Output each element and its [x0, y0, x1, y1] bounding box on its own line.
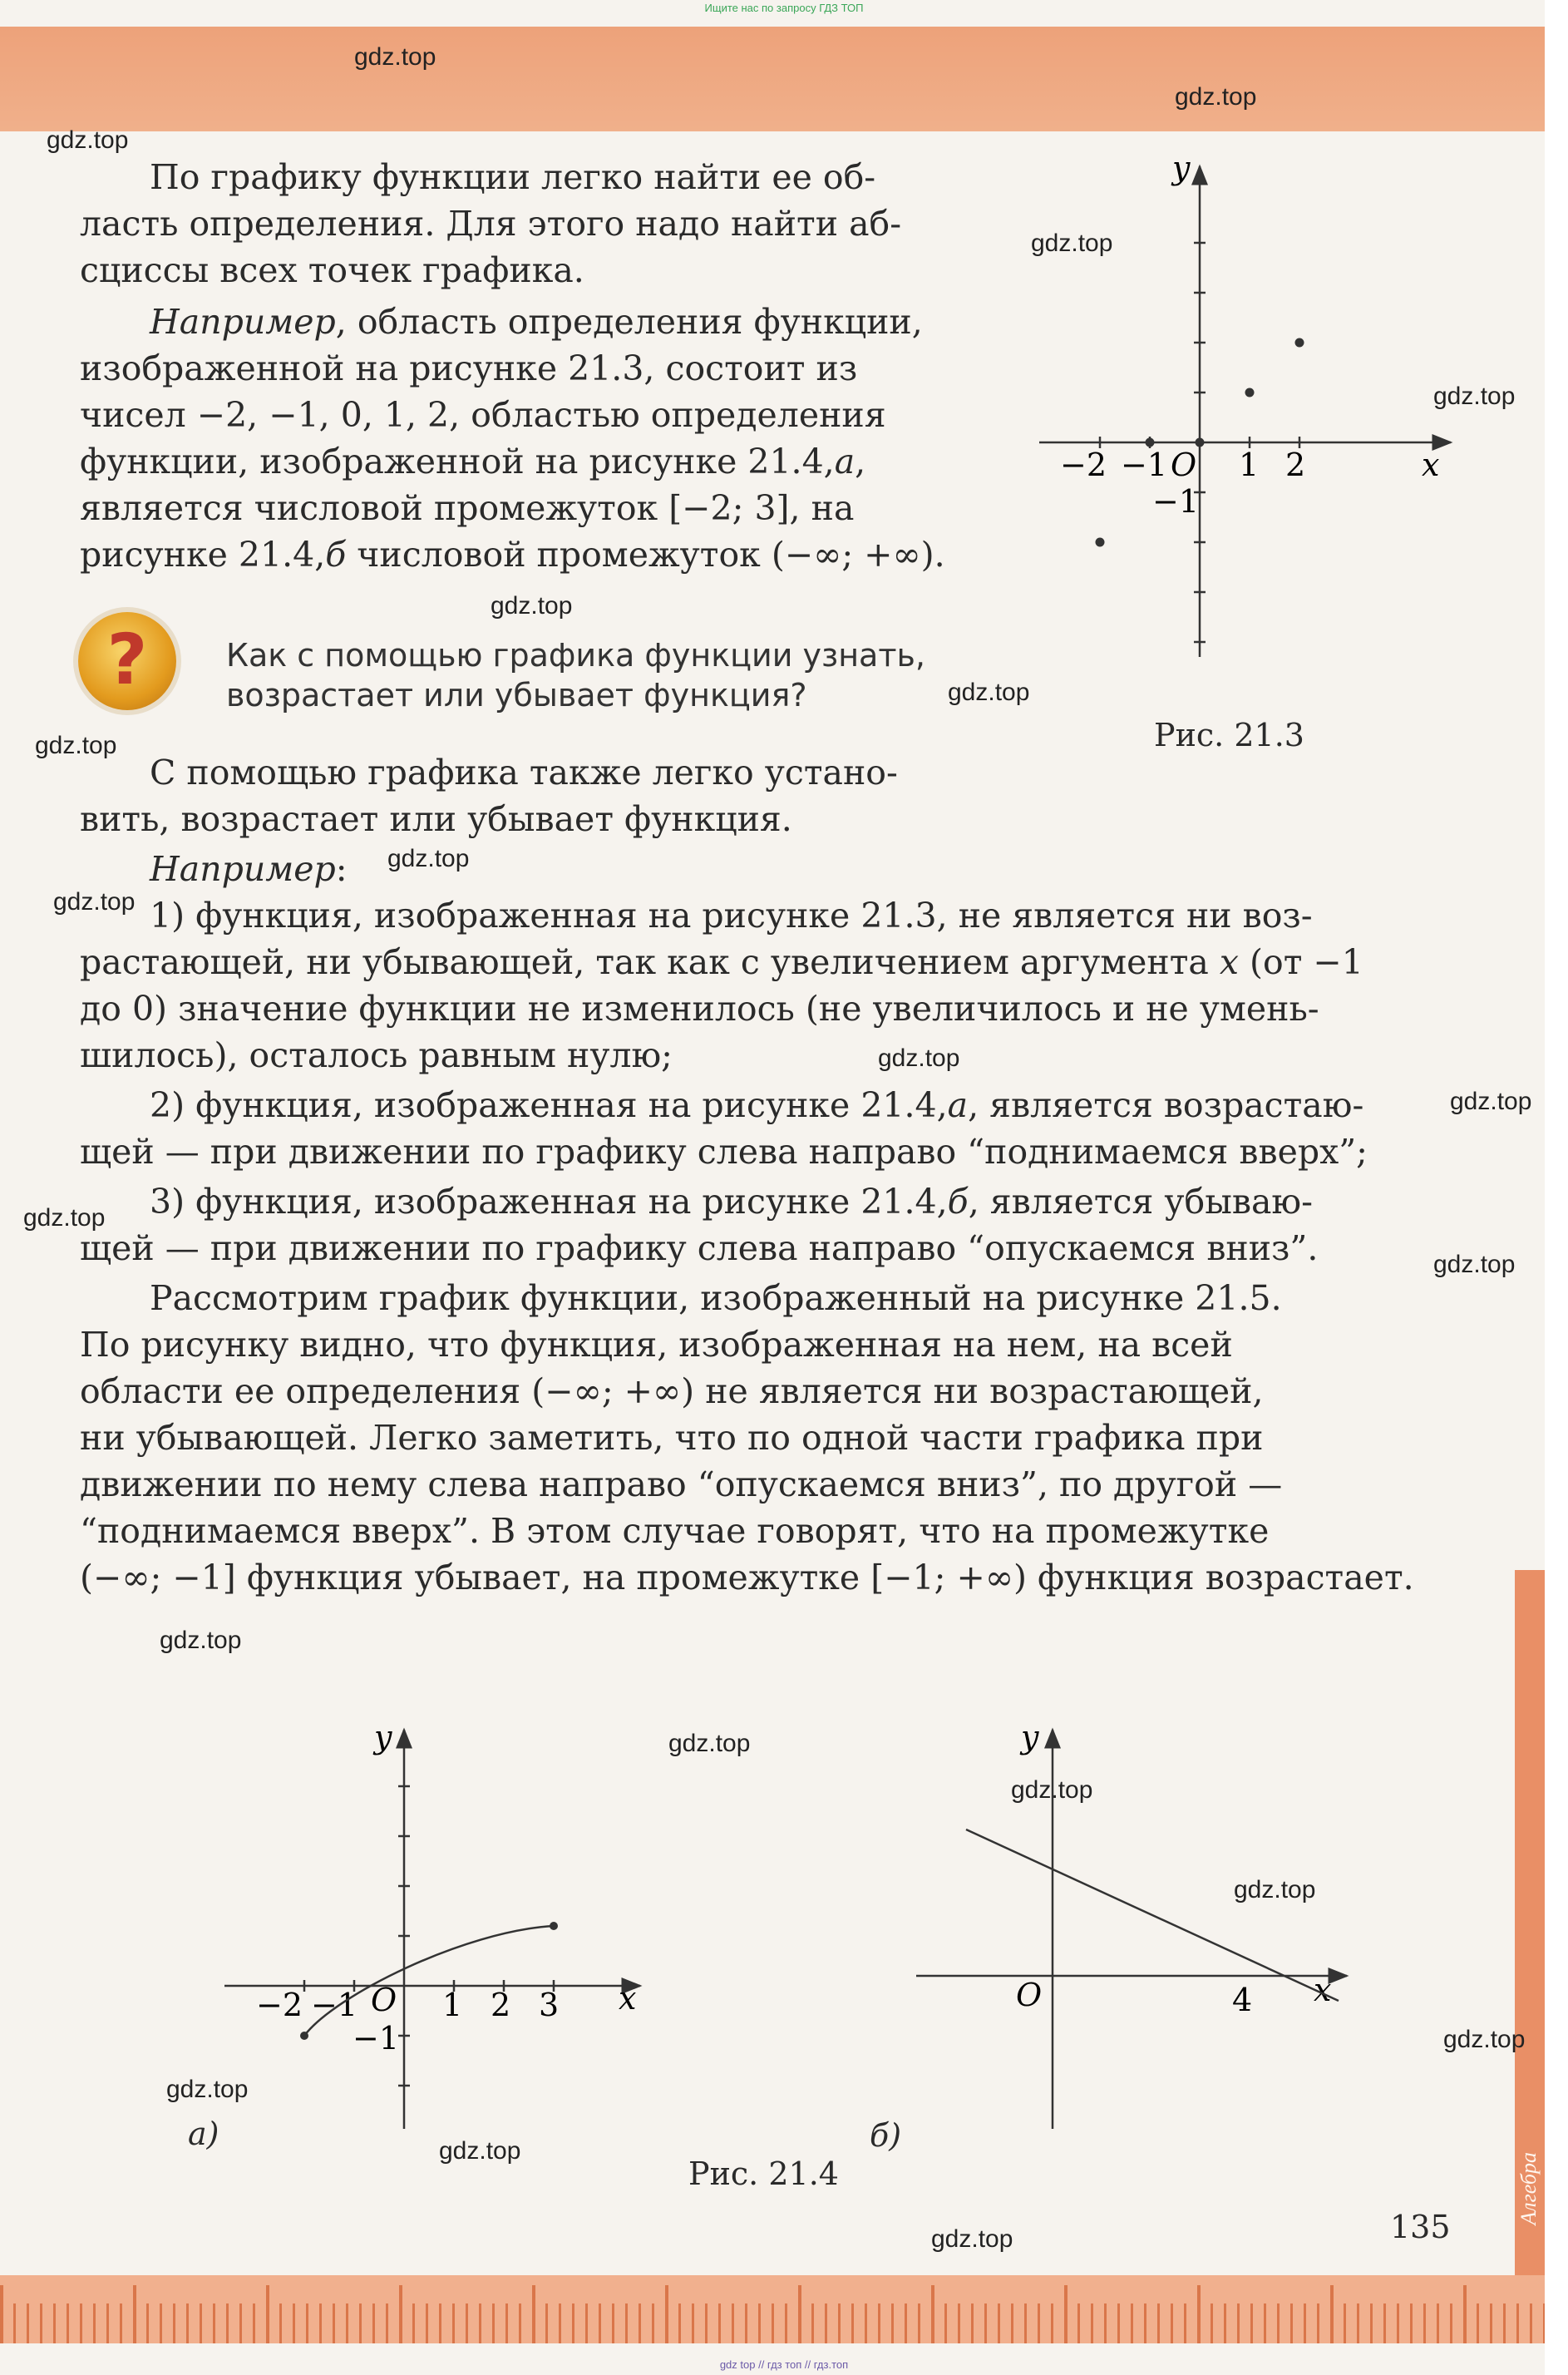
watermark: gdz.top: [166, 2076, 249, 2103]
text-line: Например, область определения функции,: [150, 302, 923, 342]
watermark: gdz.top: [53, 888, 136, 916]
watermark: gdz.top: [491, 592, 573, 620]
graph-endpoint: [550, 1922, 558, 1930]
watermark: gdz.top: [439, 2137, 521, 2165]
question-text: Как с помощью графика функции узнать, возрастает или убывает функция?: [226, 637, 925, 713]
text-line: “поднимаемся вверх”. В этом случае говорят, что на промежутке: [80, 1511, 1270, 1551]
footer-note: gdz top // гдз топ // гдз.топ: [719, 2358, 849, 2371]
x-tick-label: 4: [1232, 1982, 1253, 2018]
text-line: ласть определения. Для этого надо найти аб-: [80, 204, 902, 244]
text-line: Рассмотрим график функции, изображенный на рисунке 21.5.: [150, 1278, 1282, 1318]
figure-21-4a: [208, 1713, 673, 2145]
subfigure-label: б): [870, 2117, 902, 2154]
text-line: вить, возрастает или убывает функция.: [80, 799, 792, 839]
watermark: gdz.top: [387, 845, 470, 872]
watermark: gdz.top: [1175, 83, 1257, 111]
text-line: ни убывающей. Легко заметить, что по одной части графика при: [80, 1418, 1264, 1458]
text-line: щей — при движении по графику слева направо “поднимаемся вверх”;: [80, 1132, 1368, 1172]
right-margin: [1545, 0, 1568, 2375]
x-tick-label: 3: [539, 1987, 560, 2023]
x-tick-label: 2: [1285, 447, 1306, 483]
watermark: gdz.top: [878, 1044, 960, 1072]
header-note: Ищите нас по запросу ГДЗ ТОП: [704, 2, 864, 14]
watermark: gdz.top: [354, 43, 436, 71]
text-line: По рисунку видно, что функция, изображенная на нем, на всей: [80, 1325, 1233, 1365]
y-axis-label: y: [374, 1719, 392, 1755]
watermark: gdz.top: [47, 126, 129, 154]
graph-point: [1096, 538, 1105, 547]
figure-21-4b: [906, 1713, 1355, 2145]
text-line: Например:: [150, 849, 348, 889]
graph-endpoint: [300, 2032, 308, 2040]
x-axis-label: x: [1314, 1972, 1332, 2008]
x-tick-label: −2: [256, 1987, 303, 2023]
watermark: gdz.top: [1433, 383, 1516, 410]
origin-label: O: [1171, 447, 1197, 483]
text-line: рисунке 21.4,б числовой промежуток (−∞; +∞).: [80, 535, 945, 575]
x-tick-label: 2: [491, 1987, 511, 2023]
y-tick-label: −1: [353, 2020, 400, 2057]
watermark: gdz.top: [1011, 1776, 1093, 1804]
x-tick-label: −1: [1121, 447, 1168, 483]
top-color-band: [0, 27, 1545, 131]
watermark: gdz.top: [948, 679, 1030, 706]
side-tab: [1515, 1570, 1545, 2318]
text-line: чисел −2, −1, 0, 1, 2, областью определения: [80, 395, 886, 435]
side-tab-label: Алгебра: [1516, 2152, 1541, 2225]
graph-point: [1295, 338, 1304, 348]
x-tick-label: −2: [1060, 447, 1107, 483]
text-line: С помощью графика также легко устано-: [150, 753, 898, 792]
figure-caption: Рис. 21.4: [688, 2155, 839, 2192]
text-line: 1) функция, изображенная на рисунке 21.3, не является ни воз-: [150, 896, 1313, 936]
subfigure-label: а): [188, 2116, 219, 2152]
text-line: является числовой промежуток [−2; 3], на: [80, 488, 855, 528]
text-line: По графику функции легко найти ее об-: [150, 157, 876, 197]
text-line: сциссы всех точек графика.: [80, 250, 584, 290]
y-axis-label: y: [1172, 150, 1191, 186]
graph-point: [1196, 438, 1205, 447]
watermark: gdz.top: [668, 1730, 751, 1757]
origin-label: O: [371, 1982, 397, 2018]
figure-21-3: [998, 150, 1463, 682]
text-line: движении по нему слева направо “опускаемся вниз”, по другой —: [80, 1464, 1283, 1504]
x-axis-label: x: [619, 1980, 637, 2017]
text-line: области ее определения (−∞; +∞) не является ни возрастающей,: [80, 1371, 1264, 1411]
watermark: gdz.top: [1450, 1088, 1532, 1115]
graph-point: [1245, 388, 1255, 397]
x-tick-label: 1: [1239, 447, 1260, 483]
graph-point: [1146, 438, 1155, 447]
text-line: шилось), осталось равным нулю;: [80, 1035, 673, 1075]
text-line: 3) функция, изображенная на рисунке 21.4,б, является убываю-: [150, 1182, 1313, 1222]
watermark: gdz.top: [1234, 1876, 1316, 1903]
x-tick-label: 1: [442, 1987, 463, 2023]
text-line: функции, изображенной на рисунке 21.4,а,: [80, 442, 866, 481]
x-axis-label: x: [1422, 447, 1440, 483]
text-line: (−∞; −1] функция убывает, на промежутке [−1; +∞) функция возрастает.: [80, 1558, 1414, 1597]
watermark: gdz.top: [160, 1627, 242, 1654]
watermark: gdz.top: [931, 2225, 1013, 2253]
text-line: изображенной на рисунке 21.3, состоит из: [80, 348, 858, 388]
text-line: растающей, ни убывающей, так как с увеличением аргумента x (от −1: [80, 942, 1363, 982]
x-tick-label: −1: [311, 1987, 358, 2023]
origin-label: O: [1016, 1977, 1043, 2013]
ruler-band: [0, 2275, 1545, 2343]
text-line: до 0) значение функции не изменилось (не увеличилось и не умень-: [80, 989, 1319, 1029]
question-icon: ?: [78, 612, 176, 710]
y-axis-label: y: [1021, 1719, 1039, 1755]
watermark: gdz.top: [1433, 1251, 1516, 1278]
watermark: gdz.top: [35, 732, 117, 759]
figure-caption: Рис. 21.3: [1154, 717, 1304, 753]
text-line: щей — при движении по графику слева направо “опускаемся вниз”.: [80, 1228, 1319, 1268]
watermark: gdz.top: [23, 1204, 106, 1232]
page-number: 135: [1390, 2209, 1451, 2245]
y-tick-label: −1: [1152, 483, 1200, 520]
watermark: gdz.top: [1443, 2026, 1526, 2053]
watermark: gdz.top: [1031, 230, 1113, 257]
text-line: 2) функция, изображенная на рисунке 21.4,а, является возрастаю-: [150, 1085, 1364, 1125]
